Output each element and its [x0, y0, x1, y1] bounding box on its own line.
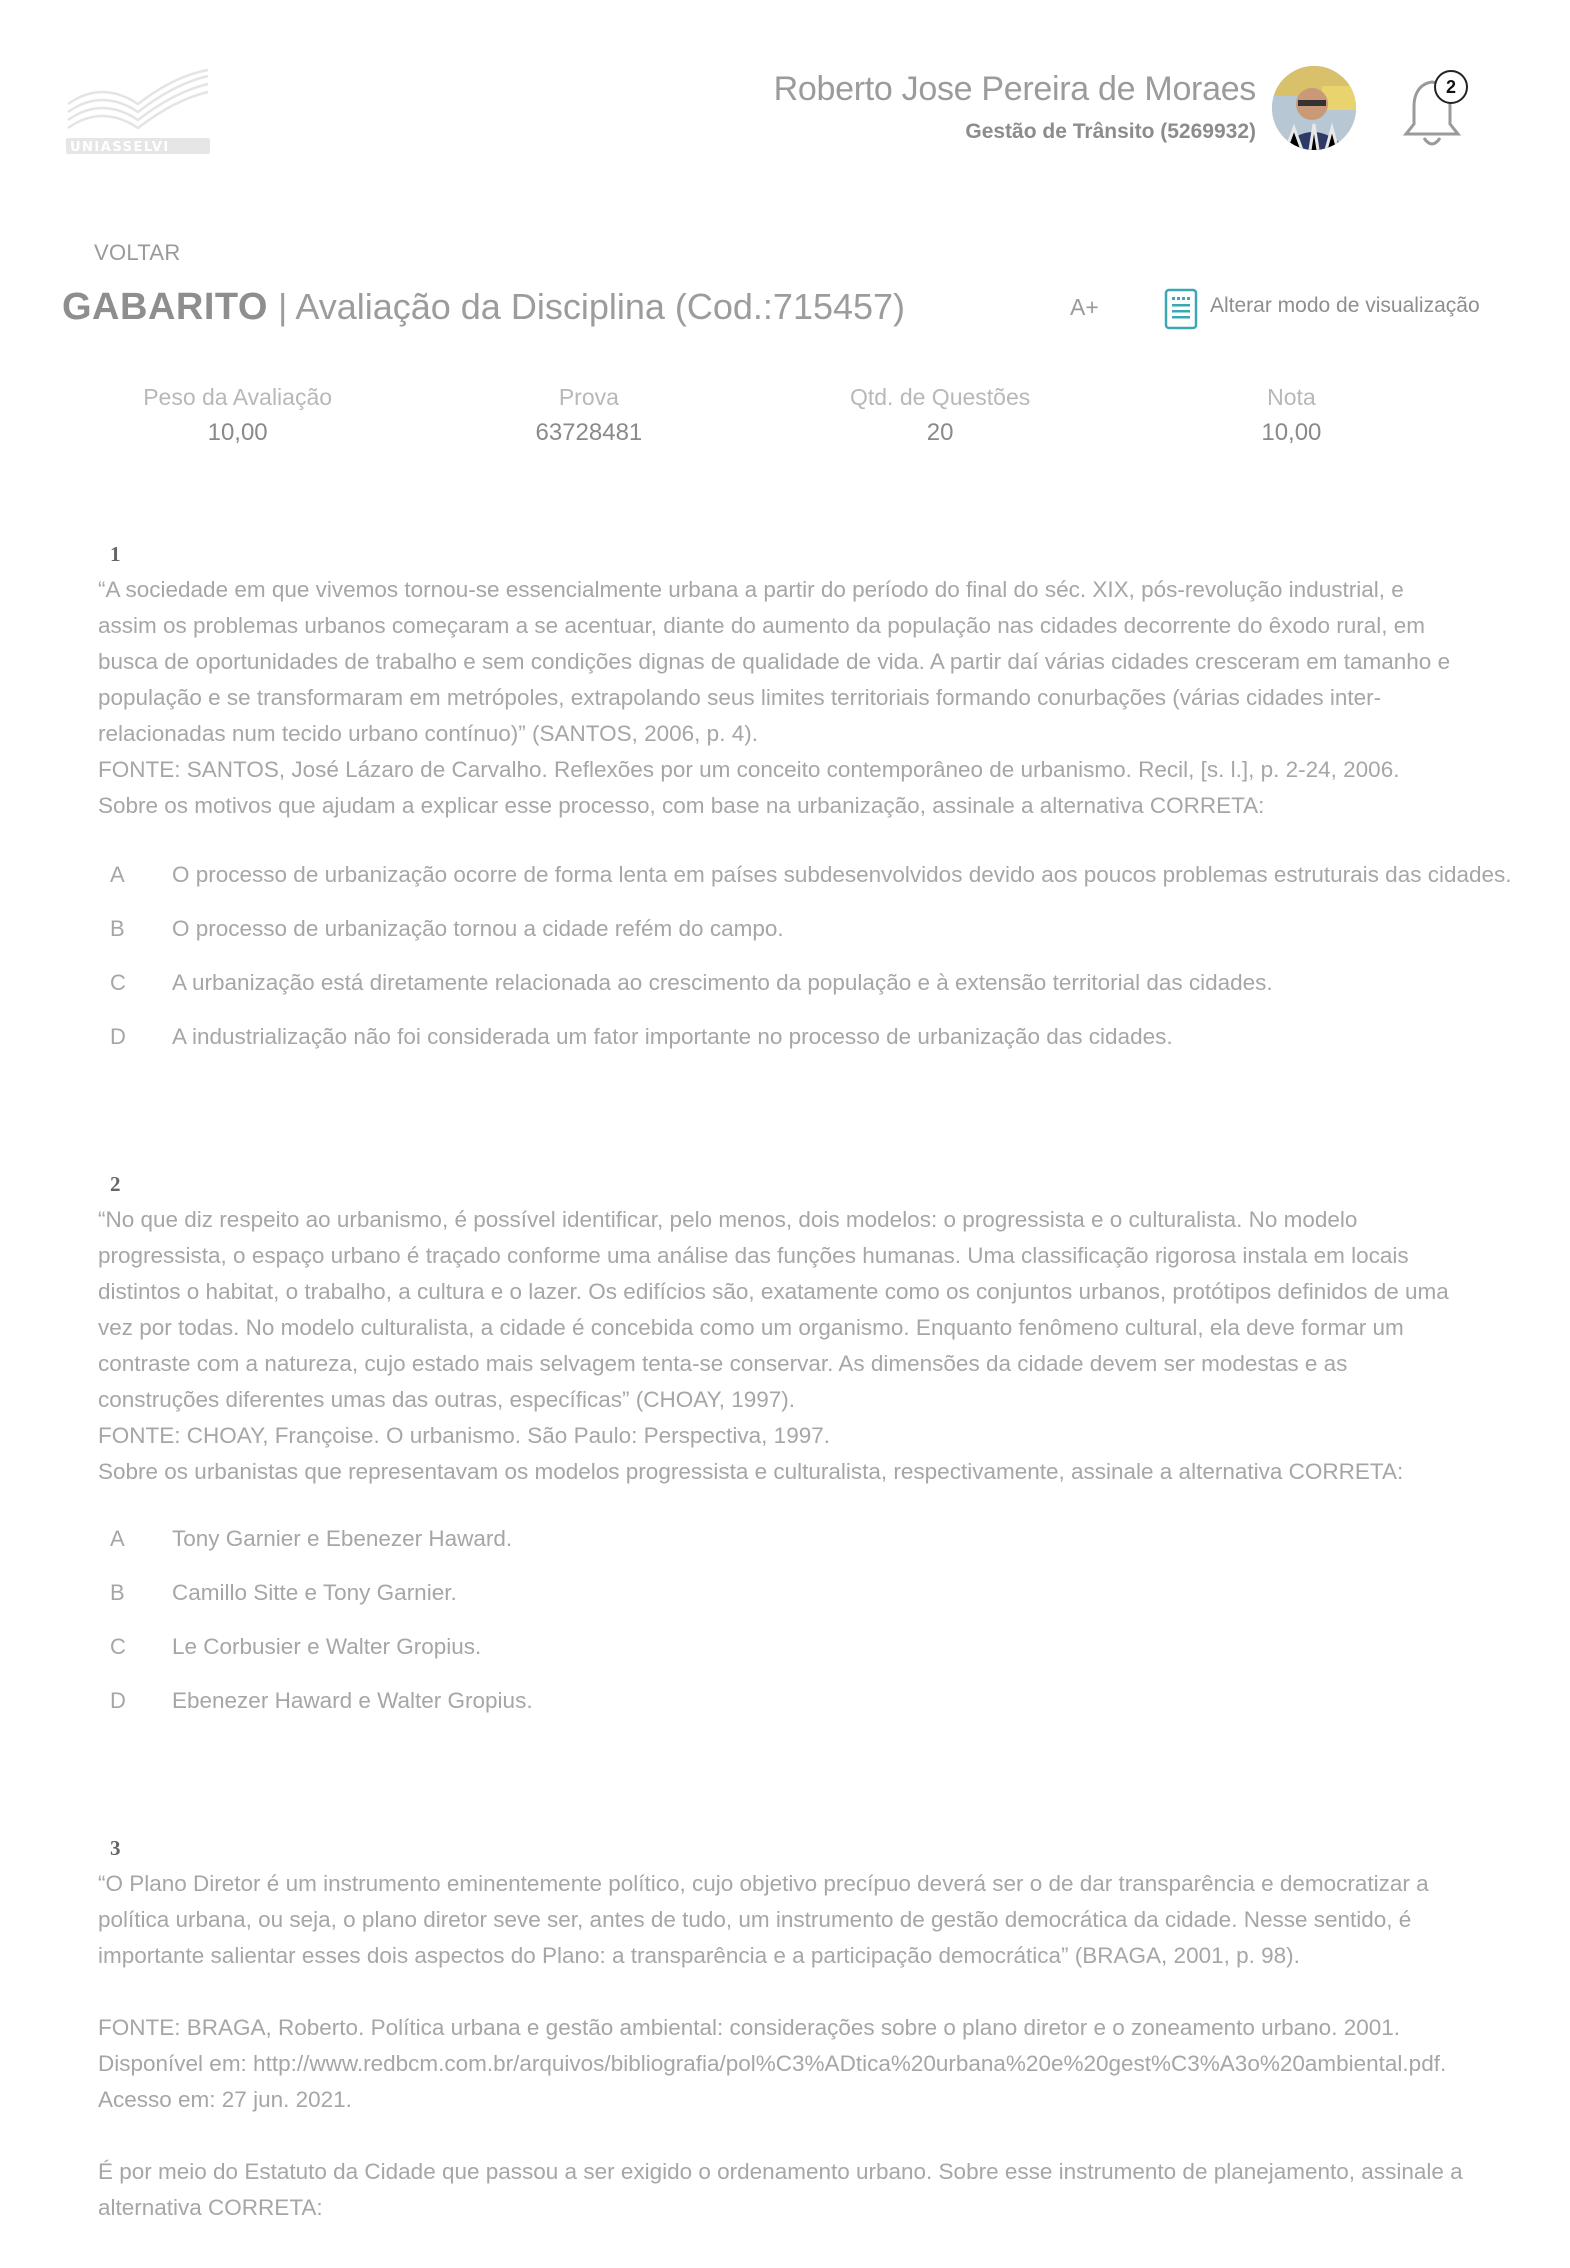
stat-nota — [1116, 384, 1467, 447]
question-paragraph: “A sociedade em que vivemos tornou-se essencialmente urbana a partir do período do final do séc. XIX, pós-revolução industrial, e assim os problemas urbanos começaram a se acentuar, diante do aumento da população nas cidades decorrente do êxodo rural, em busca de oportunidades de trabalho e sem condições dignas de qualidade de vida. A partir daí várias cidades cresceram em tamanho e população e se transformaram em metrópoles, extrapolando seus limites territoriais formando conurbações (várias cidades inter-relacionadas num tecido urbano contínuo)” (SANTOS, 2006, p. 4). — [98, 577, 1451, 746]
option-text: Tony Garnier e Ebenezer Haward. — [172, 1526, 513, 1551]
svg-text:UNIASSELVI: UNIASSELVI — [70, 140, 170, 155]
question-number: 1 — [110, 542, 121, 566]
question-source: FONTE: BRAGA, Roberto. Política urbana e gestão ambiental: considerações sobre o plano diretor e o zoneamento urbano. 2001. Disponível em: http://www.redbcm.com.br/arquivos/bibliografia/pol%C3%ADtica%20urbana%20e%20gest%C3%A3o%20ambiental.pdf. Acesso em: 27 jun. 2021. — [98, 2015, 1447, 2112]
option-text: O processo de urbanização ocorre de forma lenta em países subdesenvolvidos devido aos poucos problemas estruturais das cidades. — [172, 862, 1512, 887]
option-text: O processo de urbanização tornou a cidade refém do campo. — [172, 916, 784, 941]
question-prompt: É por meio do Estatuto da Cidade que passou a ser exigido o ordenamento urbano. Sobre esse instrumento de planejamento, assinale a alternativa CORRETA: — [98, 2159, 1463, 2220]
answer-option[interactable] — [62, 916, 1512, 970]
answer-option[interactable] — [62, 862, 1512, 916]
stat-peso — [62, 384, 413, 447]
view-mode-icon[interactable] — [1164, 288, 1198, 330]
page-title — [62, 286, 905, 329]
option-text: A industrialização não foi considerada um fator importante no processo de urbanização das cidades. — [172, 1024, 1173, 1049]
option-text: A urbanização está diretamente relacionada ao crescimento da população e à extensão territorial das cidades. — [172, 970, 1273, 995]
answer-option[interactable] — [62, 1024, 1512, 1078]
option-letter: A — [110, 1526, 125, 1551]
answer-option[interactable] — [62, 1526, 533, 1580]
question-text — [98, 572, 1468, 824]
option-letter: C — [110, 970, 126, 995]
stat-label: Peso da Avaliação — [143, 384, 333, 410]
uniasselvi-logo[interactable] — [62, 66, 214, 158]
option-letter: C — [110, 1634, 126, 1659]
option-letter: B — [110, 1580, 125, 1605]
option-text: Camillo Sitte e Tony Garnier. — [172, 1580, 457, 1605]
stat-label: Qtd. de Questões — [849, 384, 1031, 410]
stat-prova — [413, 384, 764, 447]
user-course: Gestão de Trânsito (5269932) — [965, 120, 1256, 143]
option-text: Ebenezer Haward e Walter Gropius. — [172, 1688, 533, 1713]
question-paragraph: “No que diz respeito ao urbanismo, é possível identificar, pelo menos, dois modelos: o progressista e o culturalista. No modelo progressista, o espaço urbano é traçado conforme uma análise das funções humanas. Uma classificação rigorosa instala em locais distintos o habitat, o trabalho, a cultura e o lazer. Os edifícios são, exatamente como os conjuntos urbanos, protótipos definidos de uma vez por todas. No modelo culturalista, a cidade é concebida como um organismo. Enquanto fenômeno cultural, ela deve formar um contraste com a natureza, cujo estado mais selvagem tenta-se conservar. As dimensões da cidade devem ser modestas e as construções diferentes umas das outras, específicas” (CHOAY, 1997). — [98, 1207, 1449, 1412]
back-link[interactable]: VOLTAR — [94, 240, 181, 265]
view-mode-button[interactable]: Alterar modo de visualização — [1210, 294, 1480, 317]
question-text — [98, 1866, 1468, 2226]
evaluation-summary — [62, 384, 1467, 447]
question-number: 2 — [110, 1172, 121, 1196]
answer-options — [62, 1526, 533, 1742]
answer-options — [62, 862, 1512, 1078]
stat-questoes — [765, 384, 1116, 447]
question-source: FONTE: CHOAY, Françoise. O urbanismo. São Paulo: Perspectiva, 1997. — [98, 1423, 830, 1448]
question-source: FONTE: SANTOS, José Lázaro de Carvalho. Reflexões por um conceito contemporâneo de urbanismo. Recil, [s. l.], p. 2-24, 2006. — [98, 757, 1400, 782]
avatar[interactable] — [1272, 66, 1356, 150]
answer-option[interactable] — [62, 1688, 533, 1742]
question-prompt: Sobre os motivos que ajudam a explicar esse processo, com base na urbanização, assinale a alternativa CORRETA: — [98, 793, 1265, 818]
question-prompt: Sobre os urbanistas que representavam os modelos progressista e culturalista, respectivamente, assinale a alternativa CORRETA: — [98, 1459, 1404, 1484]
answer-option[interactable] — [62, 1580, 533, 1634]
user-name: Roberto Jose Pereira de Moraes — [773, 70, 1256, 108]
option-text: Le Corbusier e Walter Gropius. — [172, 1634, 482, 1659]
option-letter: A — [110, 862, 125, 887]
option-letter: D — [110, 1688, 126, 1713]
stat-value: 20 — [926, 419, 954, 446]
stat-value: 10,00 — [207, 419, 268, 446]
stat-label: Prova — [558, 384, 619, 410]
answer-option[interactable] — [62, 970, 1512, 1024]
stat-value: 63728481 — [535, 419, 643, 446]
answer-option[interactable] — [62, 1634, 533, 1688]
stat-value: 10,00 — [1261, 419, 1322, 446]
stat-label: Nota — [1267, 384, 1316, 410]
increase-font-button[interactable]: A+ — [1070, 294, 1099, 320]
option-letter: B — [110, 916, 125, 941]
title-subtitle: | Avaliação da Disciplina (Cod.:715457) — [267, 286, 906, 327]
question-text — [98, 1202, 1468, 1490]
title-gabarito: GABARITO — [62, 286, 268, 328]
question-paragraph: “O Plano Diretor é um instrumento eminentemente político, cujo objetivo precípuo deverá ser o de dar transparência e democratizar a política urbana, ou seja, o plano diretor seve ser, antes de tudo, um instrumento de gestão democrática da cidade. Nesse sentido, é importante salientar esses dois aspectos do Plano: a transparência e a participação democrática” (BRAGA, 2001, p. 98). — [98, 1871, 1429, 1968]
option-letter: D — [110, 1024, 126, 1049]
question-number: 3 — [110, 1836, 121, 1860]
notification-count-badge: 2 — [1434, 70, 1468, 104]
